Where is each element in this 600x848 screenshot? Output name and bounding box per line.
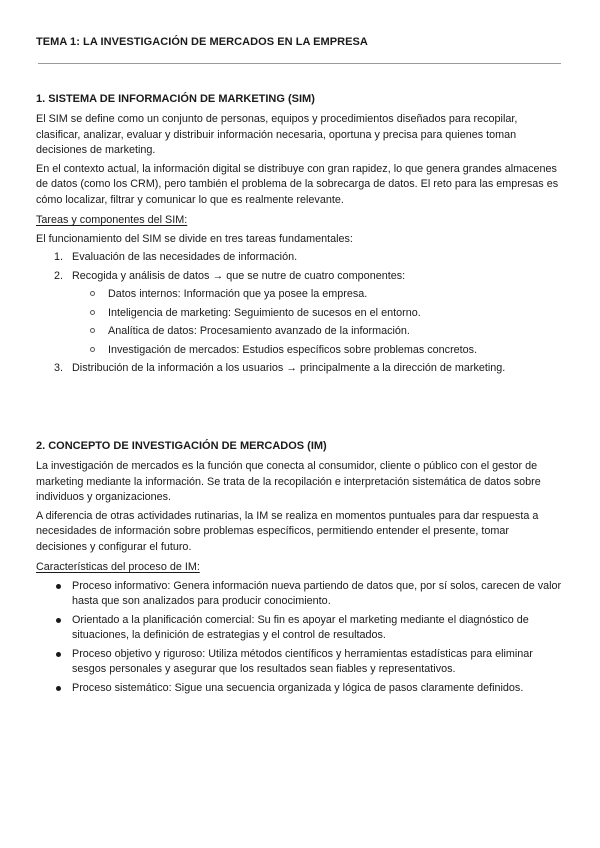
list-item	[36, 324, 562, 340]
paragraph: La investigación de mercados es la función que conecta al consumidor, cliente o público con el gestor de marketing mediante la información. Se trata de la recopilación e interpretación sistemática de datos sobre individuos y organizaciones.	[36, 460, 541, 503]
tasks-list	[36, 250, 562, 377]
section-im	[36, 439, 562, 699]
list-number: 3.	[54, 362, 64, 374]
subheading: Características del proceso de IM:	[36, 561, 200, 573]
list-item	[36, 647, 562, 678]
list-item	[36, 250, 562, 266]
list-item	[36, 343, 562, 359]
list-item	[36, 287, 562, 303]
list-item-text: Proceso informativo: Genera información nueva partiendo de datos que, por sí solos, carecen de valor hasta que son analizados para producir conocimiento.	[72, 579, 562, 607]
characteristics-list	[36, 579, 562, 697]
filled-bullet-icon	[56, 686, 61, 691]
list-item-text: Evaluación de las necesidades de información.	[72, 251, 298, 263]
list-item	[36, 579, 562, 610]
section-sim	[36, 92, 562, 380]
hollow-circle-bullet-icon	[90, 291, 95, 296]
paragraph: El SIM se define como un conjunto de personas, equipos y procedimientos diseñados para recopilar, clasificar, analizar, evaluar y distribuir información necesaria, oportuna y precisa para quienes toman decisiones de marketing.	[36, 113, 518, 156]
list-item-text: Proceso objetivo y riguroso: Utiliza métodos científicos y herramientas estadísticas para eliminar sesgos personales y asegurar que los resultados sean fiables y representativos.	[72, 647, 533, 675]
filled-bullet-icon	[56, 618, 61, 623]
paragraph: A diferencia de otras actividades rutinarias, la IM se realiza en momentos puntuales para dar respuesta a necesidades de información sobre problemas específicos, permitiendo entender el presente, tomar decisiones y configurar el futuro.	[36, 509, 539, 553]
list-item-text: Recogida y análisis de datos → que se nutre de cuatro componentes:	[72, 269, 406, 282]
list-number: 2.	[54, 269, 64, 282]
list-item-text: Proceso sistemático: Sigue una secuencia organizada y lógica de pasos claramente definidos.	[72, 681, 524, 694]
list-number: 1.	[54, 251, 64, 263]
filled-bullet-icon	[56, 652, 61, 657]
components-list	[72, 287, 562, 358]
list-item	[36, 269, 562, 359]
list-item-text: Datos internos: Información que ya posee la empresa.	[108, 288, 368, 300]
list-item-text: Inteligencia de marketing: Seguimiento de sucesos en el entorno.	[108, 306, 421, 319]
hollow-circle-bullet-icon	[90, 310, 95, 315]
list-item-text: Distribución de la información a los usuarios → principalmente a la dirección de marketing.	[72, 362, 506, 374]
list-item-text: Investigación de mercados: Estudios específicos sobre problemas concretos.	[108, 343, 478, 356]
list-item	[36, 681, 562, 697]
document-title: TEMA 1: LA INVESTIGACIÓN DE MERCADOS EN LA EMPRESA	[36, 36, 368, 48]
hollow-circle-bullet-icon	[90, 347, 95, 352]
list-item	[36, 613, 562, 644]
hollow-circle-bullet-icon	[90, 328, 95, 333]
list-item-text: Orientado a la planificación comercial: Su fin es apoyar el marketing mediante el diagnóstico de situaciones, la definición de estrategias y el control de resultados.	[72, 613, 529, 641]
list-item-text: Analítica de datos: Procesamiento avanzado de la información.	[108, 325, 410, 337]
section-heading: 1. SISTEMA DE INFORMACIÓN DE MARKETING (SIM)	[36, 93, 315, 105]
paragraph: El funcionamiento del SIM se divide en tres tareas fundamentales:	[36, 232, 353, 245]
paragraph: En el contexto actual, la información digital se distribuye con gran rapidez, lo que genera grandes almacenes de datos (como los CRM), pero también el problema de la sobrecarga de datos. El reto para las empresas es cómo localizar, filtrar y comunicar lo que es realmente relevante.	[36, 162, 559, 206]
filled-bullet-icon	[56, 584, 61, 589]
subheading: Tareas y componentes del SIM:	[36, 214, 188, 226]
list-item	[36, 306, 562, 322]
section-heading: 2. CONCEPTO DE INVESTIGACIÓN DE MERCADOS (IM)	[36, 440, 327, 452]
list-item	[36, 361, 562, 377]
title-divider	[38, 63, 561, 64]
